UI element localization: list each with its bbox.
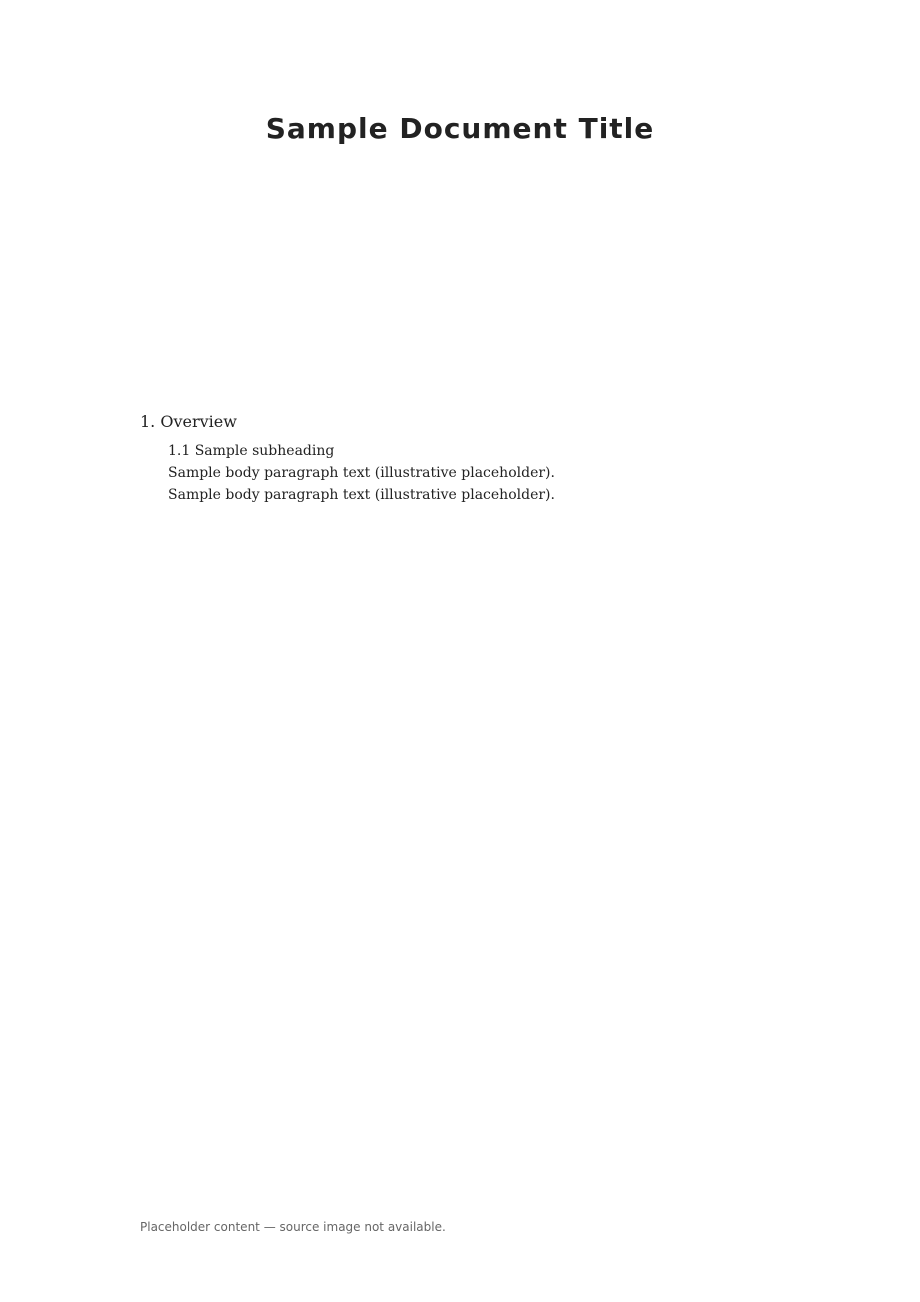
paragraph-2: Sample body paragraph text (illustrative placeholder). <box>168 487 555 503</box>
body-text <box>140 440 780 506</box>
placeholder-note: Placeholder content — source image not available. <box>140 1220 446 1234</box>
paragraph-1: Sample body paragraph text (illustrative placeholder). <box>168 465 555 481</box>
section-heading: 1. Overview <box>140 412 237 431</box>
document-title: Sample Document Title <box>265 112 655 145</box>
sub-heading: 1.1 Sample subheading <box>168 443 335 459</box>
